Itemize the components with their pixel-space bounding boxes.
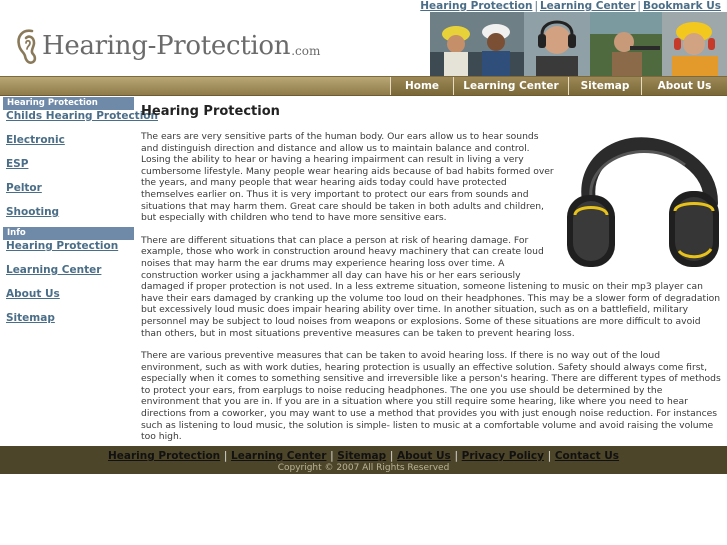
footer-separator: | — [389, 450, 394, 462]
main-navbar — [0, 76, 727, 96]
nav-sitemap[interactable]: Sitemap — [568, 77, 641, 95]
top-links — [420, 0, 721, 12]
header-photo-strip — [430, 12, 727, 76]
sidebar-link-learning-center[interactable]: Learning Center — [6, 264, 102, 276]
site-logo[interactable] — [14, 24, 320, 68]
footer-link-hearing-protection[interactable]: Hearing Protection — [107, 450, 221, 462]
footer-link-privacy-policy[interactable]: Privacy Policy — [461, 450, 544, 462]
left-sidebar — [2, 97, 158, 336]
sidebar-link-about-us[interactable]: About Us — [6, 288, 60, 300]
photo-worker-headphones — [524, 12, 590, 76]
paragraph-1: The ears are very sensitive parts of the human body. Our ears allow us to hear sounds and distinguish direction and distance and allow us to maintain balance and control. Losing the ability to hear or having a hearing impairment can result in living a very cumbersome lifestyle. Many people wear hearing aids because of bad habits formed over the years, and many people that wear hearing aids today could have protected themselves earlier on. Thus it is very important to protect our ears from sounds and situations that may harm them. Great care should be taken in both adults and children, but especially with children who tend to have more sensitive ears. — [141, 131, 554, 224]
site-footer — [0, 446, 727, 474]
sidebar-link-hearing-protection[interactable]: Hearing Protection — [6, 240, 119, 252]
photo-worker-hardhat — [662, 12, 727, 76]
sidebar-section-hearing-protection: Hearing Protection — [3, 97, 134, 110]
logo-text: Hearing-Protection — [42, 31, 291, 61]
sidebar-link-shooting[interactable]: Shooting — [6, 206, 60, 218]
earmuff-headphones-icon — [561, 131, 721, 271]
footer-separator: | — [330, 450, 334, 462]
nav-home[interactable]: Home — [390, 77, 453, 95]
footer-separator: | — [454, 450, 459, 462]
paragraph-3: There are various preventive measures that can be taken to avoid hearing loss. If there is no way out of the loud environment, such as with work duties, hearing protection is usually an effective solution. Safety should always come first, especially when it comes to something sensitive and irreversible like a person's hearing. There are different types of methods to protect your ears, from earplugs to noise reducing headphones. The one you use should be determined by the environment that you are in. If you are in a situation where you still require some hearing, like where you need to hear directions from a coworker, you may want to use a method that provides you with just enough noise reduction. For instances such as listening to loud music, the solution is simple- listen to music at a comfortable volume and avoid raising the volume too high. — [141, 350, 721, 443]
nav-learning-center[interactable]: Learning Center — [453, 77, 568, 95]
sidebar-link-sitemap[interactable]: Sitemap — [6, 312, 55, 324]
ear-icon — [14, 25, 40, 67]
footer-link-contact-us[interactable]: Contact Us — [554, 450, 620, 462]
toplink-learning-center[interactable]: Learning Center — [539, 0, 636, 12]
site-header — [0, 0, 727, 76]
nav-items — [390, 77, 727, 95]
footer-separator: | — [547, 450, 552, 462]
sidebar-link-electronic[interactable]: Electronic — [6, 134, 65, 146]
sidebar-link-peltor[interactable]: Peltor — [6, 182, 42, 194]
sidebar-link-esp[interactable]: ESP — [6, 158, 29, 170]
paragraph-2: There are different situations that can place a person at risk of hearing damage. For example, those who work in construction around heavy machinery that can create loud noises that may harm the ear drums may experience hearing loss over time. A construction worker using a jackhammer all day can have his or her ears seriously damaged if proper protection is not used. In a less extreme situation, someone listening to music on their mp3 player can have their ears damaged by cranking up the volume too loud on their headphones. This may be a slower form of degradation but excessively loud music does impair hearing ability over time. In another situation, such as on a battlefield, military personnel may be subject to loud noises from weapons or explosions. Some of these situations are more difficult to avoid than others, but in most situations preventive measures can be taken to prevent hearing loss. — [141, 234, 721, 339]
logo-suffix: .com — [291, 44, 321, 58]
footer-link-sitemap[interactable]: Sitemap — [337, 450, 387, 462]
main-content — [141, 100, 721, 454]
page-title: Hearing Protection — [141, 104, 280, 119]
footer-link-about-us[interactable]: About Us — [397, 450, 451, 462]
footer-link-learning-center[interactable]: Learning Center — [231, 450, 327, 462]
copyright-text: Copyright © 2007 All Rights Reserved — [277, 463, 450, 473]
sidebar-link-childs-hearing-protection[interactable]: Childs Hearing Protection — [6, 110, 158, 122]
footer-links — [0, 446, 727, 462]
toplink-bookmark-us[interactable]: Bookmark Us — [642, 0, 721, 12]
photo-shooter — [590, 12, 662, 76]
footer-separator: | — [223, 450, 228, 462]
toplink-separator: | — [637, 0, 641, 12]
photo-construction-workers — [430, 12, 524, 76]
sidebar-section-info: Info — [3, 227, 134, 240]
navbar-spacer — [0, 77, 390, 95]
toplink-separator: | — [534, 0, 538, 12]
toplink-hearing-protection[interactable]: Hearing Protection — [420, 0, 533, 12]
nav-about-us[interactable]: About Us — [641, 77, 727, 95]
